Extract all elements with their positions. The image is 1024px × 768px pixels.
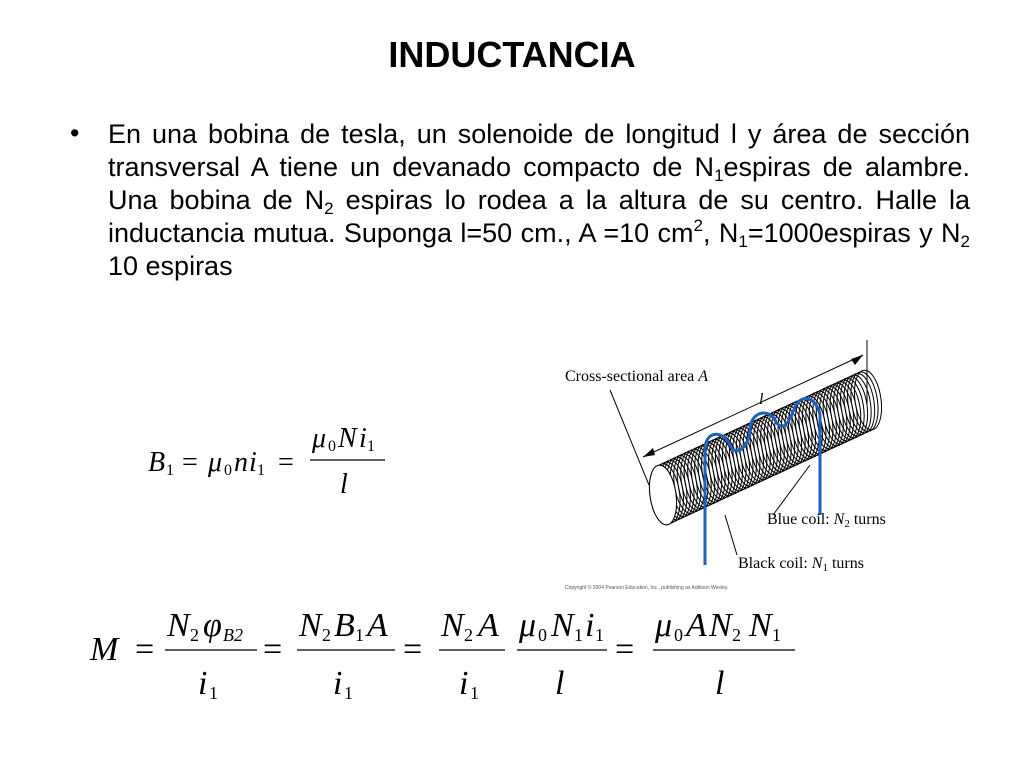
eq2-t3b-mu: μ xyxy=(519,607,537,644)
eq2-t1-phi: φ xyxy=(203,607,222,644)
blue-coil-label-var: N xyxy=(833,511,845,528)
blue-coil-label-end: turns xyxy=(849,511,886,528)
winding-turn xyxy=(785,399,819,462)
slide-title: INDUCTANCIA xyxy=(388,34,636,75)
eq1-num-mu-sub: 0 xyxy=(328,438,336,455)
winding-turn xyxy=(705,436,739,499)
eq2-equals: = xyxy=(135,631,155,668)
eq2-t3b-mu-sub: 0 xyxy=(538,625,547,645)
subscript: 2 xyxy=(960,232,970,251)
eq2-equals: = xyxy=(403,631,423,668)
eq2-t3b-i-sub: 1 xyxy=(595,625,604,645)
eq2-t1-N: N xyxy=(167,607,190,644)
winding-turn xyxy=(698,439,732,502)
winding-turn xyxy=(695,441,729,504)
black-coil-label-end: turns xyxy=(827,555,864,572)
eq2-t3a-N-sub: 2 xyxy=(464,625,473,645)
eq1-num-N: N xyxy=(338,423,357,454)
eq2-t2-den-sub: 1 xyxy=(344,683,353,703)
eq1-lhs: B xyxy=(148,447,166,478)
black-coil-label xyxy=(738,555,864,573)
eq2-t2-N-sub: 2 xyxy=(322,625,331,645)
area-label-text: Cross-sectional area xyxy=(565,368,699,385)
eq2-equals: = xyxy=(263,631,283,668)
black-coil-windings xyxy=(646,368,885,526)
eq1-num-mu: μ xyxy=(312,423,327,454)
problem-text-3: espiras lo rodea a la altura de su centro. Halle la inductancia mutua. Suponga l=50 cm., A =10 cm xyxy=(108,185,970,248)
winding-turn xyxy=(841,373,875,436)
black-coil-label-sub: 1 xyxy=(822,562,828,574)
winding-turn xyxy=(715,431,749,494)
winding-turn xyxy=(684,446,718,509)
eq2-t1-phi-sub: B2 xyxy=(223,625,243,645)
eq2-t3b-i: i xyxy=(585,607,595,644)
magnetic-field-equation xyxy=(140,415,400,515)
blue-coil-label xyxy=(767,511,886,529)
winding-turn xyxy=(834,377,868,440)
eq2-t4-mu-sub: 0 xyxy=(674,625,683,645)
winding-turn xyxy=(722,428,756,491)
area-label xyxy=(565,368,708,386)
eq2-t1-N-sub: 2 xyxy=(190,625,199,645)
bullet-marker: • xyxy=(70,118,80,148)
length-arrowhead-left xyxy=(643,448,655,457)
problem-text-6: 10 espiras xyxy=(108,251,233,281)
eq2-equals: = xyxy=(615,631,635,668)
subscript: 1 xyxy=(738,232,748,251)
eq2-t3a-den-sub: 1 xyxy=(470,683,479,703)
eq2-t4-A: A xyxy=(686,607,707,644)
area-leader-line xyxy=(610,390,649,485)
black-coil-label-text: Black coil: xyxy=(738,555,812,572)
solenoid-end-face xyxy=(646,463,680,526)
blue-coil-label-text: Blue coil: xyxy=(767,511,834,528)
eq2-t2-N: N xyxy=(299,607,322,644)
eq1-i: i xyxy=(249,447,257,478)
winding-turn xyxy=(813,386,847,449)
length-label: l xyxy=(759,391,764,408)
superscript: 2 xyxy=(693,216,704,235)
winding-turn xyxy=(809,388,843,451)
winding-turn xyxy=(827,380,861,443)
winding-turn xyxy=(837,375,871,438)
eq2-t3a-den: i xyxy=(459,665,469,702)
eq1-mu-sub: 0 xyxy=(224,462,232,479)
winding-turn xyxy=(795,394,829,457)
problem-text-2: espiras de alambre. Una bobina de N xyxy=(108,152,970,215)
problem-text-1: En una bobina de tesla, un solenoide de longitud l y área de sección transversal A tiene un devanado compacto de N xyxy=(108,119,970,182)
winding-turn xyxy=(844,372,878,435)
winding-turn xyxy=(771,405,805,468)
problem-statement xyxy=(108,118,970,283)
winding-turn xyxy=(764,409,798,472)
winding-turn xyxy=(851,368,885,431)
length-arrowhead-right xyxy=(851,355,863,365)
winding-turn xyxy=(778,402,812,465)
eq1-mu: μ xyxy=(208,447,223,478)
area-label-var: A xyxy=(698,368,709,385)
problem-text-4: , N xyxy=(703,218,739,248)
eq2-t2-B: B xyxy=(334,607,355,644)
mutual-inductance-equation xyxy=(85,598,805,708)
winding-turn xyxy=(820,383,854,446)
winding-turn xyxy=(747,417,781,480)
eq2-t4-mu: μ xyxy=(655,607,673,644)
black-coil-leader-line xyxy=(725,515,737,555)
eq1-equals-1: = xyxy=(182,447,198,478)
winding-turn xyxy=(726,426,760,489)
winding-turn xyxy=(743,418,777,481)
eq2-t1-den-sub: 1 xyxy=(209,683,218,703)
winding-turn xyxy=(830,378,864,441)
winding-turn xyxy=(691,443,725,506)
winding-turn xyxy=(847,370,881,433)
problem-text-5: =1000espiras y N xyxy=(747,218,961,248)
eq1-n: n xyxy=(234,447,248,478)
eq2-t4-N2-sub: 1 xyxy=(772,625,781,645)
eq1-num-i: i xyxy=(359,423,367,454)
eq1-equals-2: = xyxy=(278,447,294,478)
eq2-lhs: M xyxy=(90,631,119,668)
winding-turn xyxy=(823,381,857,444)
winding-turn xyxy=(740,420,774,483)
eq2-t4-N: N xyxy=(709,607,732,644)
eq2-t2-A: A xyxy=(367,607,388,644)
eq2-t4-N2: N xyxy=(749,607,772,644)
subscript: 1 xyxy=(714,166,724,185)
eq2-t3b-den: l xyxy=(555,665,565,702)
winding-turn xyxy=(708,434,742,497)
eq2-t2-B-sub: 1 xyxy=(355,625,364,645)
winding-turn xyxy=(729,425,763,488)
winding-turn xyxy=(674,451,708,514)
winding-turn xyxy=(681,447,715,510)
eq2-t3b-N: N xyxy=(551,607,574,644)
eq1-i-sub: 1 xyxy=(257,462,265,479)
winding-turn xyxy=(781,401,815,464)
eq2-t4-N-sub: 2 xyxy=(732,625,741,645)
eq1-num-i-sub: 1 xyxy=(367,438,375,455)
eq1-den: l xyxy=(340,469,348,500)
eq2-t4-den: l xyxy=(715,665,725,702)
eq2-t3a-A: A xyxy=(478,607,499,644)
winding-turn xyxy=(736,422,770,485)
copyright-notice: Copyright © 2004 Pearson Education, Inc., publishing as Addison Wesley. xyxy=(565,585,729,591)
eq2-t3b-N-sub: 1 xyxy=(574,625,583,645)
eq2-t1-den: i xyxy=(198,665,208,702)
eq2-t3a-N: N xyxy=(441,607,464,644)
eq2-t2-den: i xyxy=(333,665,343,702)
subscript: 2 xyxy=(324,199,334,218)
blue-coil-label-sub: 2 xyxy=(844,518,850,530)
winding-turn xyxy=(754,414,788,477)
eq1-lhs-sub: 1 xyxy=(166,462,174,479)
solenoid-figure xyxy=(545,335,940,600)
black-coil-label-var: N xyxy=(811,555,823,572)
